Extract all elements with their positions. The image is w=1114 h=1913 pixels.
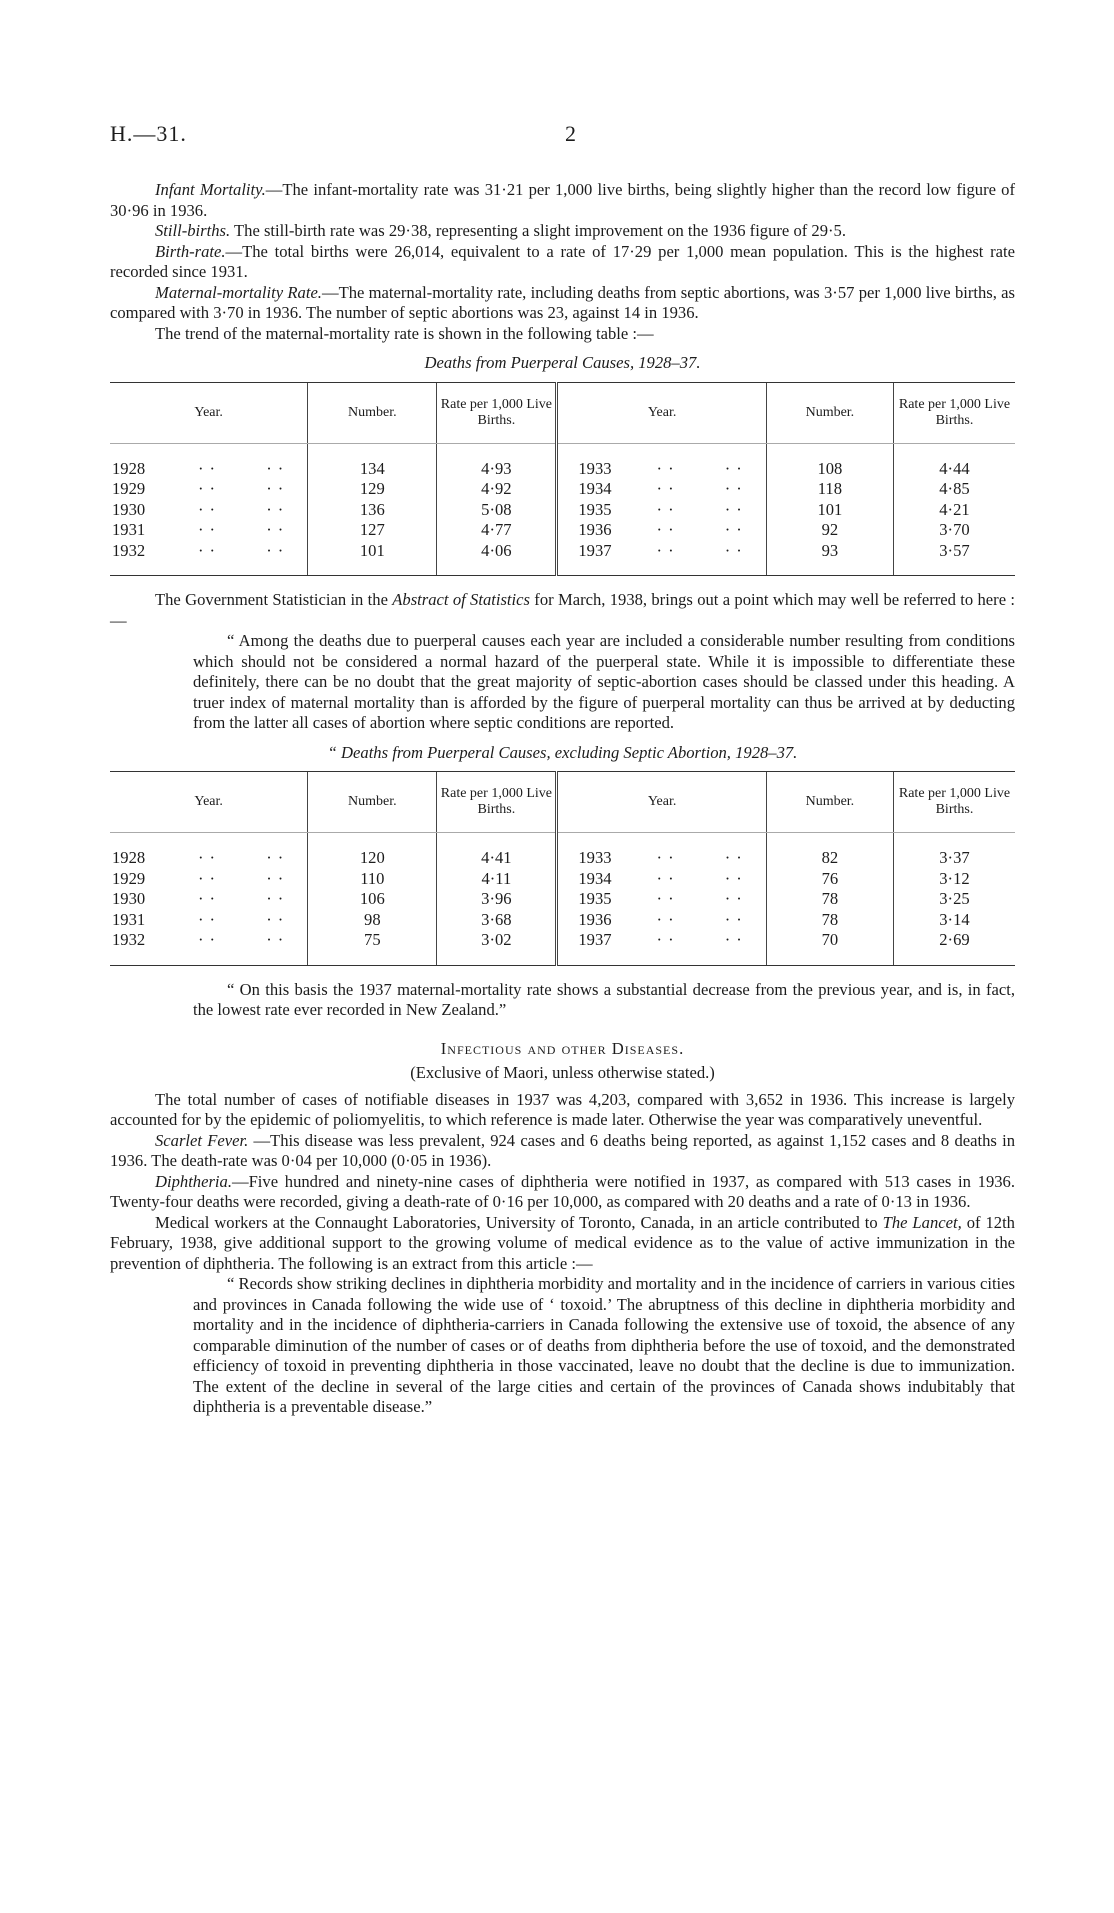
cell-rate: 5·08 (437, 500, 557, 521)
col-header-number: Number. (766, 382, 893, 443)
quote-new-zealand-lowest: “ On this basis the 1937 maternal-mortality rate shows a substantial decrease from the previous year, and is, in fact, the lowest rate ever recorded in New Zealand.” (193, 979, 1015, 1019)
table1-caption: Deaths from Puerperal Causes, 1928–37. (424, 353, 701, 372)
table-row (110, 520, 1015, 541)
para-trend: The trend of the maternal-mortality rate is shown in the following table :— (155, 323, 654, 343)
year-label: 1932 (112, 540, 146, 560)
year-label: 1929 (112, 868, 146, 888)
year-label: 1931 (112, 909, 146, 929)
leader-dots: ·· ·· (197, 909, 290, 929)
cell-rate: 3·25 (893, 889, 1015, 910)
para-birth-rate: Birth-rate.—The total births were 26,014, equivalent to a rate of 17·29 per 1,000 mean population. This is the highest rate recorded since 1931. (110, 241, 1015, 281)
cell-year (110, 459, 308, 480)
cell-rate: 4·21 (893, 500, 1015, 521)
table-row (110, 541, 1015, 576)
para-still-births: Still-births. The still-birth rate was 29·38, representing a slight improvement on the 1936 figure of 29·5. (155, 221, 846, 240)
leader-dots: ·· ·· (197, 479, 290, 498)
label-birth-rate: Birth-rate. (155, 241, 226, 261)
cell-rate: 4·93 (437, 459, 557, 480)
para-scarlet-fever: Scarlet Fever. —This disease was less prevalent, 924 cases and 6 deaths being reported, as against 1,152 cases and 8 deaths in 1936. The death-rate was 0·04 per 10,000 (0·05 in 1936). (110, 1130, 1015, 1170)
cell-number: 118 (766, 479, 893, 500)
cell-rate: 4·92 (437, 479, 557, 500)
year-label: 1936 (578, 520, 612, 539)
cell-rate: 2·69 (893, 930, 1015, 965)
cell-number: 108 (766, 459, 893, 480)
leader-dots: ·· ·· (656, 458, 748, 478)
para-infant-mortality: Infant Mortality.—The infant-mortality rate was 31·21 per 1,000 live births, being slightly higher than the record low figure of 30·96 in 1936. (110, 180, 1015, 220)
leader-dots: ·· ·· (656, 540, 748, 560)
col-header-year: Year. (110, 382, 308, 443)
leader-dots: ·· ·· (656, 848, 748, 867)
cell-rate: 3·37 (893, 848, 1015, 869)
table-row (110, 459, 1015, 480)
table-puerperal-deaths-excl-septic (110, 771, 1015, 966)
section-subtitle: (Exclusive of Maori, unless otherwise stated.) (410, 1063, 715, 1082)
cell-rate: 4·44 (893, 459, 1015, 480)
cell-year (557, 889, 766, 910)
year-label: 1928 (112, 848, 146, 867)
col-header-number: Number. (766, 772, 893, 833)
cell-number: 92 (766, 520, 893, 541)
cell-number: 120 (308, 848, 437, 869)
cell-rate: 3·68 (437, 910, 557, 931)
cell-rate: 4·41 (437, 848, 557, 869)
leader-dots: ·· ·· (197, 520, 290, 539)
abstract-of-statistics-title: Abstract of Statistics (392, 590, 530, 609)
col-header-rate: Rate per 1,000 Live Births. (893, 382, 1015, 443)
table-row (110, 500, 1015, 521)
col-header-rate: Rate per 1,000 Live Births. (437, 772, 557, 833)
cell-rate: 3·12 (893, 869, 1015, 890)
year-label: 1932 (112, 930, 146, 949)
leader-dots: ·· ·· (197, 930, 290, 949)
col-header-year: Year. (557, 382, 766, 443)
cell-year (110, 541, 308, 576)
leader-dots: ·· ·· (656, 889, 748, 908)
section-title-infectious-diseases: Infectious and other Diseases. (440, 1038, 685, 1058)
page-body (110, 180, 1015, 1418)
col-header-number: Number. (308, 772, 437, 833)
year-label: 1936 (578, 909, 612, 929)
leader-dots: ·· ·· (656, 479, 748, 498)
cell-number: 101 (766, 500, 893, 521)
cell-number: 75 (308, 930, 437, 965)
cell-year (110, 500, 308, 521)
col-header-year: Year. (110, 772, 308, 833)
cell-year (557, 459, 766, 480)
cell-year (110, 848, 308, 869)
page-number: 2 (565, 121, 576, 146)
leader-dots: ·· ·· (197, 540, 290, 560)
lancet-title: The Lancet, (882, 1212, 962, 1232)
cell-number: 127 (308, 520, 437, 541)
cell-year (557, 869, 766, 890)
year-label: 1930 (112, 889, 146, 908)
year-label: 1928 (112, 458, 146, 478)
table-row (110, 930, 1015, 965)
cell-number: 136 (308, 500, 437, 521)
cell-year (110, 869, 308, 890)
year-label: 1930 (112, 499, 146, 519)
year-label: 1931 (112, 520, 146, 539)
cell-number: 134 (308, 459, 437, 480)
leader-dots: ·· ·· (656, 868, 748, 888)
year-label: 1937 (578, 540, 612, 560)
cell-number: 110 (308, 869, 437, 890)
leader-dots: ·· ·· (656, 499, 748, 519)
cell-year (557, 500, 766, 521)
cell-number: 76 (766, 869, 893, 890)
table-row (110, 889, 1015, 910)
para-government-statistician: The Government Statistician in the Abstract of Statistics for March, 1938, brings out a point which may well be referred to here :— (110, 590, 1015, 630)
cell-rate: 3·14 (893, 910, 1015, 931)
table-row (110, 869, 1015, 890)
label-scarlet-fever: Scarlet Fever. (155, 1130, 249, 1150)
cell-year (110, 930, 308, 965)
cell-number: 70 (766, 930, 893, 965)
year-label: 1933 (578, 848, 612, 867)
col-header-rate: Rate per 1,000 Live Births. (893, 772, 1015, 833)
year-label: 1935 (578, 889, 612, 908)
cell-rate: 4·85 (893, 479, 1015, 500)
cell-year (110, 479, 308, 500)
label-infant-mortality: Infant Mortality. (155, 180, 266, 199)
cell-number: 129 (308, 479, 437, 500)
leader-dots: ·· ·· (656, 520, 748, 539)
cell-number: 106 (308, 889, 437, 910)
cell-rate: 4·06 (437, 541, 557, 576)
leader-dots: ·· ·· (197, 889, 290, 908)
para-connaught-laboratories: Medical workers at the Connaught Laboratories, University of Toronto, Canada, in an article contributed to The Lancet, of 12th February, 1938, give additional support to the growing volume of medical evidence as to the value of active immunization in the prevention of diphtheria. The following is an extract from this article :— (110, 1212, 1015, 1273)
document-reference: H.—31. (110, 121, 187, 146)
cell-rate: 3·70 (893, 520, 1015, 541)
cell-year (557, 541, 766, 576)
cell-rate: 4·11 (437, 869, 557, 890)
cell-year (557, 520, 766, 541)
cell-number: 98 (308, 910, 437, 931)
para-diphtheria: Diphtheria.—Five hundred and ninety-nine cases of diphtheria were notified in 1937, as compared with 513 cases in 1936. Twenty-four deaths were recorded, giving a death-rate of 0·16 per 10,000, as compared with 20 deaths and a rate of 0·13 in 1936. (110, 1171, 1015, 1211)
cell-year (557, 479, 766, 500)
table-row (110, 910, 1015, 931)
year-label: 1929 (112, 479, 146, 498)
cell-number: 93 (766, 541, 893, 576)
table-row (110, 479, 1015, 500)
cell-rate: 3·02 (437, 930, 557, 965)
cell-number: 78 (766, 910, 893, 931)
label-still-births: Still-births. (155, 221, 231, 240)
leader-dots: ·· ·· (197, 458, 290, 478)
cell-year (110, 889, 308, 910)
leader-dots: ·· ·· (656, 909, 748, 929)
cell-year (557, 848, 766, 869)
para-maternal-mortality: Maternal-mortality Rate.—The maternal-mortality rate, including deaths from septic abortions, was 3·57 per 1,000 live births, as compared with 3·70 in 1936. The number of septic abortions was 23, against 14 in 1936. (110, 282, 1015, 322)
cell-year (110, 910, 308, 931)
cell-year (110, 520, 308, 541)
table-puerperal-deaths (110, 382, 1015, 577)
leader-dots: ·· ·· (197, 499, 290, 519)
col-header-number: Number. (308, 382, 437, 443)
page-header (110, 121, 1015, 154)
year-label: 1934 (578, 479, 612, 498)
label-maternal-mortality: Maternal-mortality Rate. (155, 282, 322, 302)
col-header-year: Year. (557, 772, 766, 833)
label-diphtheria: Diphtheria. (155, 1171, 232, 1191)
cell-rate: 3·96 (437, 889, 557, 910)
cell-number: 101 (308, 541, 437, 576)
col-header-rate: Rate per 1,000 Live Births. (437, 382, 557, 443)
cell-number: 78 (766, 889, 893, 910)
leader-dots: ·· ·· (197, 848, 290, 867)
cell-rate: 4·77 (437, 520, 557, 541)
year-label: 1933 (578, 458, 612, 478)
year-label: 1935 (578, 499, 612, 519)
cell-year (557, 910, 766, 931)
leader-dots: ·· ·· (197, 868, 290, 888)
table2-caption: “ Deaths from Puerperal Causes, excluding Septic Abortion, 1928–37. (327, 742, 798, 762)
para-notifiable-total: The total number of cases of notifiable diseases in 1937 was 4,203, compared with 3,652 in 1936. This increase is largely accounted for by the epidemic of poliomyelitis, to which reference is made later. Otherwise the year was comparatively uneventful. (110, 1089, 1015, 1129)
cell-rate: 3·57 (893, 541, 1015, 576)
year-label: 1934 (578, 868, 612, 888)
leader-dots: ·· ·· (656, 930, 748, 949)
year-label: 1937 (578, 930, 612, 949)
cell-number: 82 (766, 848, 893, 869)
table-row (110, 848, 1015, 869)
quote-abstract: “ Among the deaths due to puerperal causes each year are included a considerable number resulting from conditions which should not be considered a normal hazard of the puerperal state. While it is impossible to differentiate these definitely, there can be no doubt that the great majority of septic-abortion cases should be classed under this heading. A truer index of maternal mortality than is afforded by the figure of puerperal mortality can thus be arrived at by deducting from the latter all cases of abortion where septic conditions are reported. (193, 631, 1015, 732)
quote-diphtheria-toxoid: “ Records show striking declines in diphtheria morbidity and mortality and in the incidence of carriers in various cities and provinces in Canada following the wide use of ‘ toxoid.’ The abruptness of this decline in diphtheria morbidity and mortality and in the incidence of diphtheria-carriers in Canada following the extensive use of toxoid, the absence of any comparable diminution of the number of cases or of deaths from diphtheria before the use of toxoid, and the demonstrated efficiency of toxoid in preventing diphtheria in those vaccinated, leave no doubt that the decline is due to immunization. The extent of the decline in several of the large cities and certain of the provinces of Canada shows indubitably that diphtheria is a preventable disease.” (193, 1274, 1015, 1416)
cell-year (557, 930, 766, 965)
